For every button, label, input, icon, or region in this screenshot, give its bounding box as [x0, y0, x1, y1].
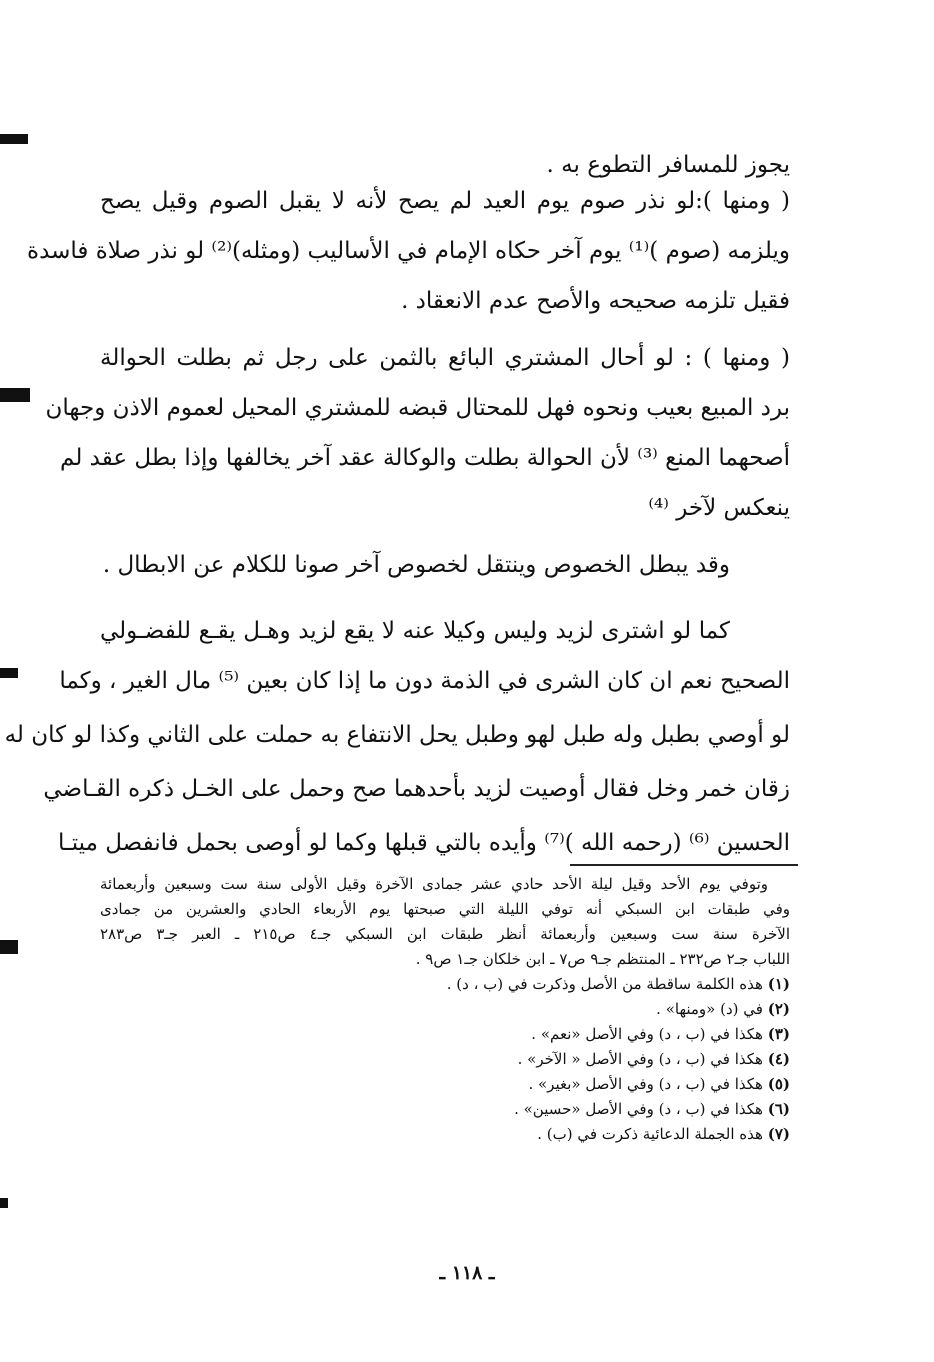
text-line: يجوز للمسافر التطوع به .: [546, 152, 790, 178]
page-number: ـ ١١٨ ـ: [439, 1262, 495, 1284]
paragraph: [4, 606, 790, 868]
footnote-item: [100, 972, 790, 997]
scan-mark: [0, 1198, 8, 1208]
text-line: لو أوصي بطبل وله طبل لهو وطبل يحل الانتفاع به حملت على الثاني وكذا لو كان له: [4, 722, 790, 748]
footnote-text: هذه الجملة الدعائية ذكرت في (ب) .: [537, 1125, 763, 1143]
text-line: ( ومنها ):لو نذر صوم يوم العيد لم يصح لأنه لا يقبل الصوم وقيل يصح: [100, 188, 790, 214]
footnote-text: هكذا في (ب ، د) وفي الأصل «حسين» .: [514, 1100, 763, 1118]
text-line: زقان خمر وخل فقال أوصيت لزيد بأحدهما صح وحمل على الخـل ذكره القـاضي: [43, 776, 790, 802]
scan-mark: [0, 134, 28, 144]
footnote-item: [100, 1072, 790, 1097]
text-line: ( ومنها ) : لو أحال المشتري البائع بالثمن على رجل ثم بطلت الحوالة: [100, 345, 790, 371]
text-line: الحسين ⁽⁶⁾ (رحمه الله )⁽⁷⁾ وأيده بالتي قبلها وكما لو أوصى بحمل فانفصل ميتـا: [57, 830, 790, 856]
footnote-continuation-line: وتوفي يوم الأحد وقيل ليلة الأحد حادي عشر جمادى الآخرة وقيل الأولى سنة ست وسبعين وأربعمائة: [100, 875, 768, 893]
footnote-marker: (٢): [767, 1000, 790, 1018]
text-line: فقيل تلزمه صحيحه والأصح عدم الانعقاد .: [401, 288, 790, 314]
footnote-marker: (٥): [767, 1075, 790, 1093]
paragraph: [45, 333, 790, 533]
text-line: ويلزمه (صوم )⁽¹⁾ يوم آخر حكاه الإمام في الأساليب (ومثله)⁽²⁾ لو نذر صلاة فاسدة: [27, 238, 790, 264]
text-line: أصحهما المنع ⁽³⁾ لأن الحوالة بطلت والوكالة عقد آخر يخالفها وإذا بطل عقد لم: [60, 445, 790, 471]
footnote-text: في (د) «ومنها» .: [656, 1000, 763, 1018]
paragraph: [100, 540, 790, 590]
text-line: كما لو اشترى لزيد وليس وكيلا عنه لا يقع لزيد وهـل يقـع للفضـولي: [100, 618, 730, 644]
text-line: ينعكس لآخر ⁽⁴⁾: [648, 495, 790, 521]
footnote-item: [100, 1122, 790, 1147]
footnote-continuation-line: اللباب جـ٢ ص٢٣٢ ـ المنتظم جـ٩ ص٧ ـ ابن خلكان جـ١ ص٩ .: [415, 950, 790, 968]
footnotes: [100, 872, 790, 1147]
footnote-item: [100, 1022, 790, 1047]
paragraph: [27, 176, 790, 326]
footnote-marker: (٤): [767, 1050, 790, 1068]
text-line: برد المبيع بعيب ونحوه فهل للمحتال قبضه للمشتري المحيل لعموم الاذن وجهان: [45, 395, 790, 421]
scan-mark: [0, 388, 30, 402]
footnote-item: [100, 1097, 790, 1122]
footnote-text: هكذا في (ب ، د) وفي الأصل «نعم» .: [531, 1025, 763, 1043]
text-line: الصحيح نعم ان كان الشرى في الذمة دون ما إذا كان بعين ⁽⁵⁾ مال الغير ، وكما: [59, 668, 790, 694]
scan-mark: [0, 668, 18, 678]
footnote-marker: (١): [767, 975, 790, 993]
footnote-marker: (٧): [767, 1125, 790, 1143]
footnote-text: هكذا في (ب ، د) وفي الأصل «بغير» .: [528, 1075, 763, 1093]
scan-mark: [0, 940, 18, 954]
footnote-continuation-line: الآخرة سنة ست وسبعين وأربعمائة أنظر طبقات ابن السبكي جـ٤ ص٢١٥ ـ العبر جـ٣ ص٢٨٣: [100, 925, 790, 943]
footnote-item: [100, 997, 790, 1022]
footnote-text: هذه الكلمة ساقطة من الأصل وذكرت في (ب ، د) .: [446, 975, 763, 993]
footnote-continuation-line: وفي طبقات ابن السبكي أنه توفي الليلة التي صبحتها يوم الأربعاء الحادي والعشرين من جمادى: [100, 900, 790, 918]
footnote-marker: (٦): [767, 1100, 790, 1118]
footnote-item: [100, 1047, 790, 1072]
footnote-marker: (٣): [767, 1025, 790, 1043]
text-line: وقد يبطل الخصوص وينتقل لخصوص آخر صونا للكلام عن الابطال .: [102, 552, 730, 578]
footnote-separator: [570, 864, 798, 866]
footnote-text: هكذا في (ب ، د) وفي الأصل « الآخر» .: [517, 1050, 763, 1068]
